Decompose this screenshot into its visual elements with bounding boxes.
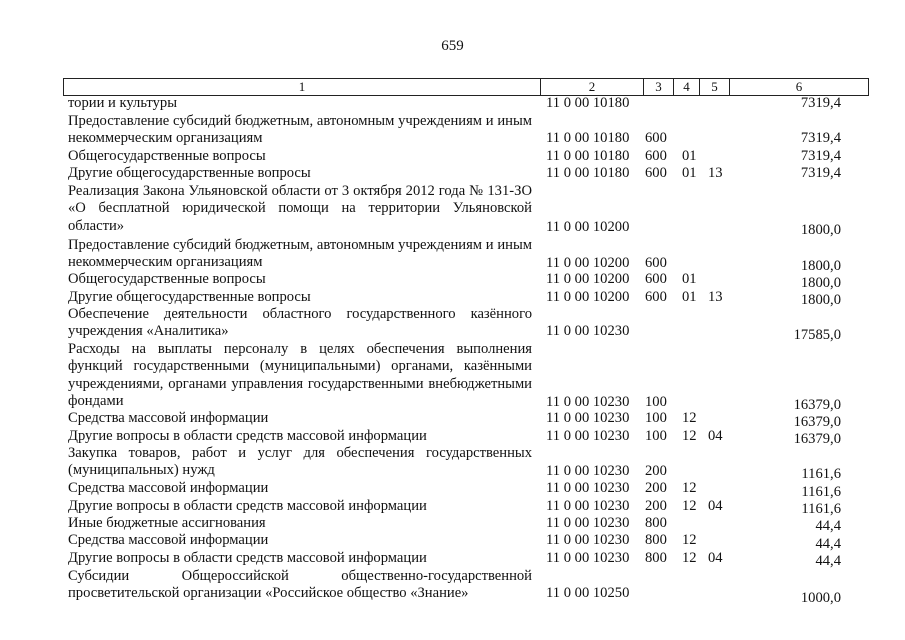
row-code: 11 0 00 10200 xyxy=(546,255,630,271)
row-amount: 7319,4 xyxy=(800,130,841,147)
row-col-3: 100 xyxy=(645,410,667,426)
row-code: 11 0 00 10180 xyxy=(546,95,630,111)
row-col-3: 100 xyxy=(645,428,667,444)
row-col-3: 800 xyxy=(645,532,667,548)
row-col-4: 01 xyxy=(682,148,697,164)
row-code: 11 0 00 10230 xyxy=(546,498,630,514)
row-col-4: 12 xyxy=(682,532,697,548)
row-description: Предоставление субсидий бюджетным, автономным учреждениям и иным некоммерческим организациям xyxy=(68,237,532,271)
row-col-4: 12 xyxy=(682,480,697,496)
row-description: Другие вопросы в области средств массовой информации xyxy=(68,428,427,444)
row-amount: 1800,0 xyxy=(800,292,841,308)
row-code: 11 0 00 10250 xyxy=(546,585,630,601)
row-amount: 1800,0 xyxy=(800,258,841,274)
header-col-3: 3 xyxy=(644,79,674,95)
page-number: 659 xyxy=(441,38,464,54)
row-col-5: 04 xyxy=(708,550,723,566)
row-code: 11 0 00 10200 xyxy=(546,271,630,287)
row-description: Обеспечение деятельности областного государственного казённого учреждения «Аналитика» xyxy=(68,306,532,340)
row-col-4: 01 xyxy=(682,165,697,181)
row-description: Другие вопросы в области средств массовой информации xyxy=(68,550,427,566)
row-col-4: 12 xyxy=(682,410,697,426)
row-col-3: 600 xyxy=(645,148,667,164)
header-col-6: 6 xyxy=(795,79,803,94)
row-code: 11 0 00 10230 xyxy=(546,323,630,339)
row-description: Субсидии Общероссийской общественно-государственной просветительской организации «Российское общество «Знание» xyxy=(68,568,532,602)
row-col-5: 04 xyxy=(708,428,723,444)
row-col-5: 13 xyxy=(708,289,723,305)
row-col-3: 800 xyxy=(645,550,667,566)
header-col-5: 5 xyxy=(700,79,730,95)
row-col-3: 200 xyxy=(645,480,667,496)
row-description: Закупка товаров, работ и услуг для обеспечения государственных (муниципальных) нужд xyxy=(68,445,532,479)
row-description: Иные бюджетные ассигнования xyxy=(68,515,266,531)
row-description: Средства массовой информации xyxy=(68,410,269,426)
row-col-5: 04 xyxy=(708,498,723,514)
row-description: Реализация Закона Ульяновской области от 3 октября 2012 года № 131-ЗО «О бесплатной юридической помощи на территории Ульяновской области» xyxy=(68,183,532,234)
row-col-3: 200 xyxy=(645,498,667,514)
row-code: 11 0 00 10230 xyxy=(546,410,630,426)
row-col-3: 600 xyxy=(645,165,667,181)
row-code: 11 0 00 10200 xyxy=(546,219,630,235)
row-amount: 17585,0 xyxy=(793,327,841,343)
row-amount: 1161,6 xyxy=(801,501,841,517)
row-amount: 16379,0 xyxy=(793,414,841,430)
row-col-4: 12 xyxy=(682,550,697,566)
row-col-3: 600 xyxy=(645,271,667,287)
row-description: Другие вопросы в области средств массовой информации xyxy=(68,498,427,514)
row-col-3: 600 xyxy=(645,255,667,271)
row-code: 11 0 00 10180 xyxy=(546,148,630,164)
row-code: 11 0 00 10230 xyxy=(546,515,630,531)
row-col-5: 13 xyxy=(708,165,723,181)
row-code: 11 0 00 10230 xyxy=(546,480,630,496)
header-col-1: 1 xyxy=(64,79,541,95)
row-col-3: 600 xyxy=(645,130,667,147)
row-code: 11 0 00 10230 xyxy=(546,394,630,410)
header-col-2: 2 xyxy=(541,79,644,95)
row-col-4: 12 xyxy=(682,428,697,444)
row-code: 11 0 00 10230 xyxy=(546,532,630,548)
row-description: Другие общегосударственные вопросы xyxy=(68,289,311,305)
table-header xyxy=(63,78,869,96)
row-description: Другие общегосударственные вопросы xyxy=(68,165,311,181)
row-amount: 7319,4 xyxy=(800,95,841,111)
row-code: 11 0 00 10230 xyxy=(546,428,630,444)
row-code: 11 0 00 10200 xyxy=(546,289,630,305)
row-description: Средства массовой информации xyxy=(68,532,269,548)
row-code: 11 0 00 10180 xyxy=(546,165,630,181)
row-amount: 1161,6 xyxy=(801,466,841,482)
row-code: 11 0 00 10230 xyxy=(546,463,630,479)
row-code: 11 0 00 10230 xyxy=(546,550,630,566)
row-amount: 1800,0 xyxy=(800,275,841,291)
row-col-3: 600 xyxy=(645,289,667,305)
row-description: тории и культуры xyxy=(68,95,178,111)
row-code: 11 0 00 10180 xyxy=(546,130,630,147)
row-amount: 44,4 xyxy=(815,536,841,552)
row-col-4: 12 xyxy=(682,498,697,514)
row-description: Общегосударственные вопросы xyxy=(68,148,266,164)
row-col-3: 100 xyxy=(645,394,667,410)
row-col-3: 200 xyxy=(645,463,667,479)
row-col-4: 01 xyxy=(682,289,697,305)
row-amount: 44,4 xyxy=(815,553,841,569)
header-col-4: 4 xyxy=(674,79,700,95)
row-amount: 1800,0 xyxy=(800,222,841,238)
row-amount: 1000,0 xyxy=(800,590,841,606)
row-amount: 16379,0 xyxy=(793,431,841,447)
row-col-4: 01 xyxy=(682,271,697,287)
row-description: Предоставление субсидий бюджетным, автономным учреждениям и иным некоммерческим организациям xyxy=(68,113,532,147)
row-description: Средства массовой информации xyxy=(68,480,269,496)
row-amount: 7319,4 xyxy=(800,165,841,181)
row-col-3: 800 xyxy=(645,515,667,531)
row-amount: 44,4 xyxy=(815,518,841,534)
row-amount: 16379,0 xyxy=(793,397,841,413)
row-amount: 7319,4 xyxy=(800,148,841,164)
row-description: Расходы на выплаты персоналу в целях обеспечения выполнения функций государственными (муниципальными) органами, казёнными учреждениями, органами управления государственными внебюджетными фондами xyxy=(68,341,532,409)
row-amount: 1161,6 xyxy=(801,484,841,500)
row-description: Общегосударственные вопросы xyxy=(68,271,266,287)
